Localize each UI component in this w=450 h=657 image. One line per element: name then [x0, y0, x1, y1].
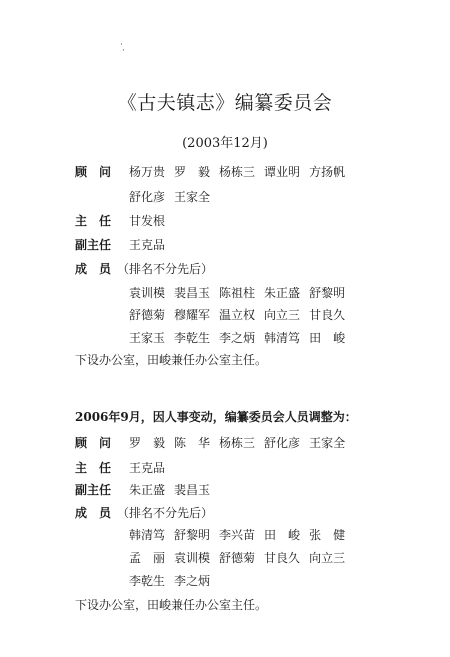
person-name: 韩清笃 [264, 331, 301, 345]
person-name: 孟 丽 [129, 551, 166, 565]
person-name: 舒化彦 [264, 436, 301, 450]
person-name: 温立权 [219, 308, 256, 322]
person-name: 舒德菊 [219, 551, 256, 565]
s2-members-row2 [129, 549, 354, 566]
person-name: 李之炳 [219, 331, 256, 345]
person-name: 王家全 [174, 190, 211, 204]
person-name: 陈祖柱 [219, 286, 256, 300]
s2-deputy-label: 副主任 [75, 483, 112, 497]
person-name: 李之炳 [174, 574, 211, 588]
s1-advisor-label: 顾 问 [75, 165, 112, 179]
document-title: 《古夫镇志》编纂委员会 [117, 92, 333, 114]
person-name: 舒德菊 [129, 308, 166, 322]
s1-members-row3 [129, 329, 354, 346]
person-name: 朱正盛 [129, 483, 166, 497]
person-name: 袁训模 [129, 286, 166, 300]
person-name: 裴昌玉 [174, 483, 211, 497]
s2-members-label: 成 员 [75, 506, 112, 520]
s1-members-row1 [129, 284, 354, 301]
s2-director-label: 主 任 [75, 461, 112, 475]
document-date: (2003年12月) [182, 136, 268, 151]
person-name: 李乾生 [129, 574, 166, 588]
s2-office-note: 下设办公室，田峻兼任办公室主任。 [75, 598, 268, 612]
s2-deputies-list [129, 481, 219, 498]
person-name: 甘良久 [309, 308, 346, 322]
s1-office-note: 下设办公室，田峻兼任办公室主任。 [75, 353, 268, 367]
person-name: 舒黎明 [174, 528, 211, 542]
person-name: 田 峻 [264, 528, 301, 542]
s2-advisors-list [129, 434, 354, 451]
person-name: 杨栋三 [219, 165, 256, 179]
person-name: 甘良久 [264, 551, 301, 565]
person-name: 张 健 [309, 528, 346, 542]
person-name: 陈 华 [174, 436, 211, 450]
person-name: 王家玉 [129, 331, 166, 345]
person-name: 方扬帆 [309, 165, 346, 179]
person-name: 向立三 [309, 551, 346, 565]
s2-members-row3 [129, 572, 219, 589]
person-name: 谭业明 [264, 165, 301, 179]
person-name: 杨万贵 [129, 165, 166, 179]
person-name: 王克品 [129, 461, 166, 475]
s1-deputy-label: 副主任 [75, 238, 112, 252]
person-name: 王克品 [129, 238, 166, 252]
s1-advisors-list [129, 163, 354, 180]
person-name: 穆耀军 [174, 308, 211, 322]
person-name: 向立三 [264, 308, 301, 322]
person-name: 舒黎明 [309, 286, 346, 300]
s1-advisors-row2 [129, 188, 219, 205]
s1-director-label: 主 任 [75, 214, 112, 228]
s1-members-row2 [129, 306, 354, 323]
person-name: 舒化彦 [129, 190, 166, 204]
person-name: 袁训模 [174, 551, 211, 565]
person-name: 李乾生 [174, 331, 211, 345]
person-name: 王家全 [309, 436, 346, 450]
person-name: 朱正盛 [264, 286, 301, 300]
person-name: 韩清笃 [129, 528, 166, 542]
person-name: 甘发根 [129, 214, 166, 228]
s2-heading: 2006年9月，因人事变动，编纂委员会人员调整为： [75, 410, 357, 424]
s2-advisor-label: 顾 问 [75, 436, 112, 450]
s2-members-note: （排名不分先后） [117, 506, 214, 520]
s1-members-note: （排名不分先后） [117, 262, 214, 276]
s2-members-row1 [129, 526, 354, 543]
person-name: 李兴苗 [219, 528, 256, 542]
scan-speck: · [122, 46, 125, 56]
person-name: 罗 毅 [129, 436, 166, 450]
scan-speck: · [120, 40, 123, 50]
person-name: 田 峻 [309, 331, 346, 345]
person-name: 杨栋三 [219, 436, 256, 450]
s1-members-label: 成 员 [75, 262, 112, 276]
person-name: 罗 毅 [174, 165, 211, 179]
person-name: 裴昌玉 [174, 286, 211, 300]
